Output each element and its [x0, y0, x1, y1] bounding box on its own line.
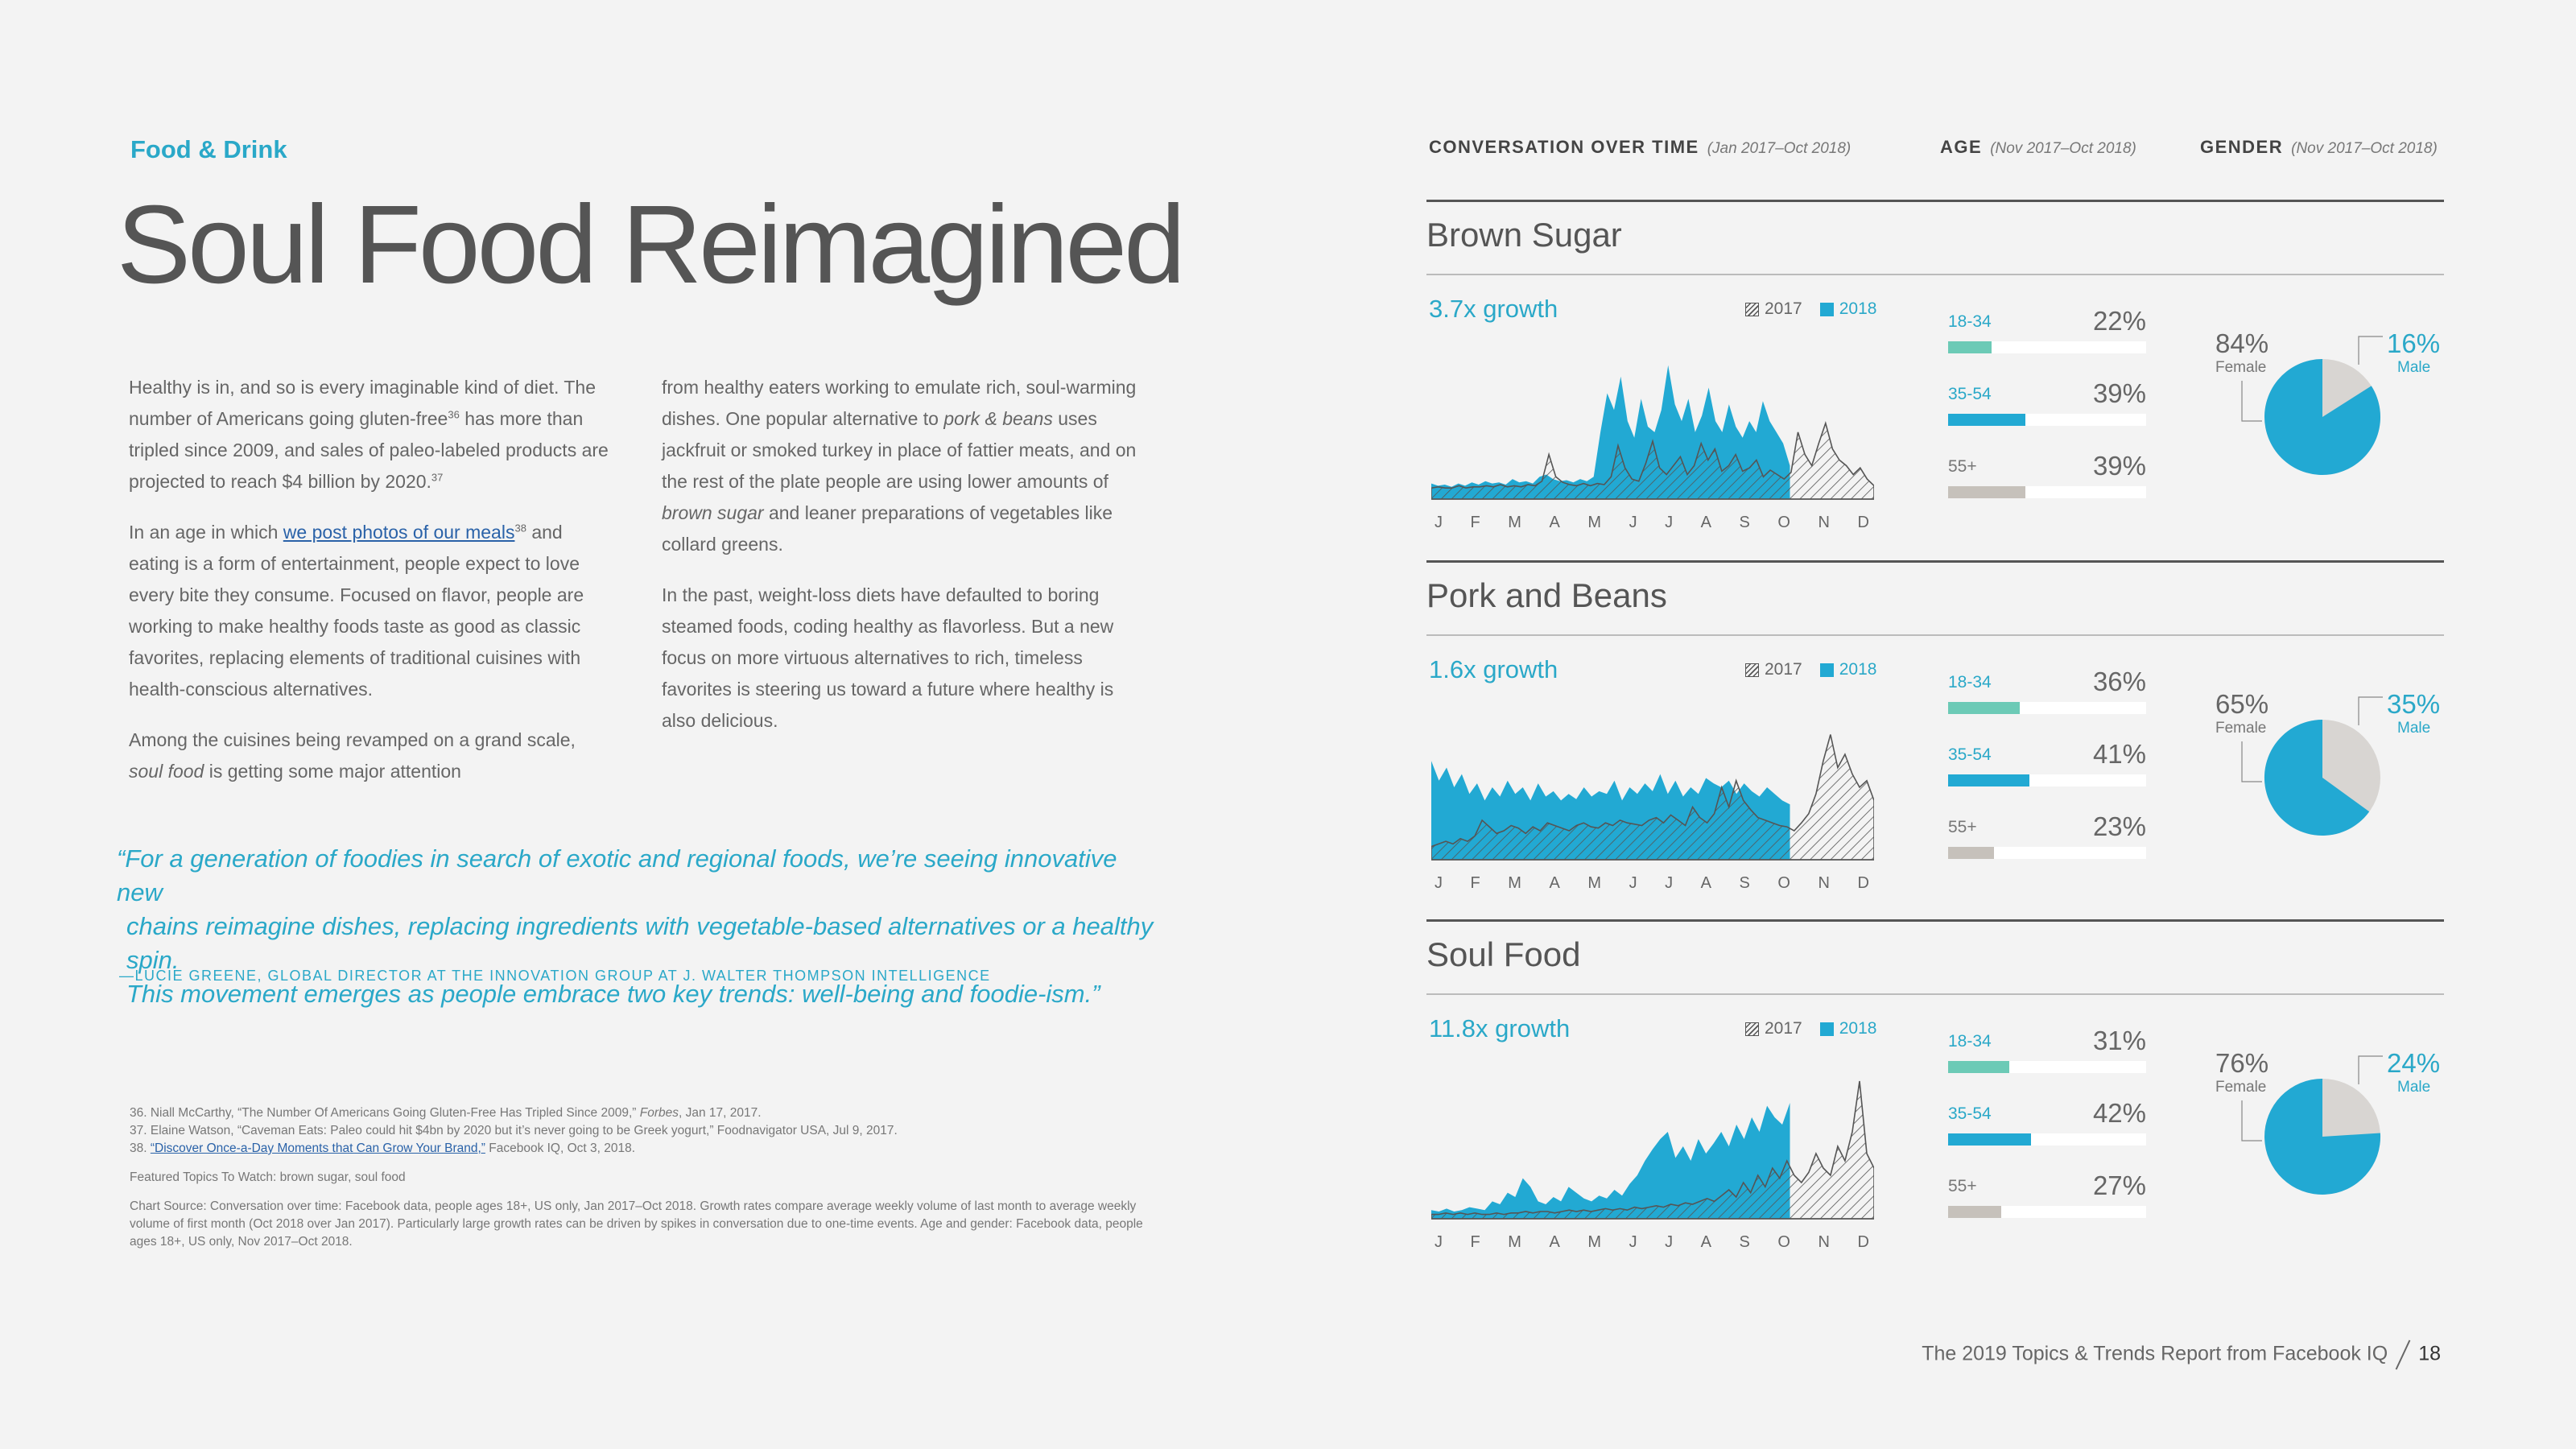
month-tick: J [1629, 1233, 1637, 1251]
month-tick: S [1739, 874, 1750, 892]
panel-hair-rule [1426, 274, 2444, 275]
month-tick: M [1587, 514, 1602, 531]
age-bar-track [1948, 414, 2146, 426]
age-bar-fill [1948, 1133, 2031, 1146]
age-bar-fill [1948, 341, 1992, 353]
quote-attribution: —LUCIE GREENE, GLOBAL DIRECTOR AT THE INNOVATION GROUP AT J. WALTER THOMPSON INTELLIGENCE [119, 968, 991, 984]
age-bar-track [1948, 847, 2146, 859]
male-leader-line [2359, 697, 2383, 725]
legend-2018: 2018 [1839, 1019, 1877, 1038]
age-group-label: 55+ [1948, 457, 1977, 476]
page-footer: The 2019 Topics & Trends Report from Facebook IQ 18 [1922, 1339, 2441, 1371]
age-group-pct: 42% [2092, 1098, 2146, 1128]
age-group-pct: 31% [2092, 1026, 2146, 1055]
age-bar-fill [1948, 414, 2025, 426]
age-group-label: 35-54 [1948, 745, 1992, 764]
topic-title: Soul Food [1426, 935, 1581, 973]
age-group-pct: 23% [2092, 811, 2146, 841]
male-pct: 24% [2387, 1048, 2441, 1078]
panel-hair-rule [1426, 634, 2444, 636]
male-pct: 35% [2387, 689, 2441, 719]
month-tick: M [1508, 1233, 1521, 1251]
growth-value: 11.8x growth [1429, 1014, 1571, 1042]
month-tick: A [1549, 874, 1560, 892]
female-leader-line [2242, 741, 2262, 782]
female-leader-line [2242, 381, 2262, 421]
age-bar-fill [1948, 847, 1994, 859]
male-label: Male [2397, 359, 2431, 376]
female-label: Female [2215, 359, 2267, 376]
legend-2018-swatch [1820, 303, 1834, 316]
age-group-label: 18-34 [1948, 312, 1992, 331]
month-tick: D [1857, 874, 1869, 892]
age-group-label: 55+ [1948, 818, 1977, 836]
page-number: 18 [2418, 1342, 2441, 1365]
gender-pie [2206, 1048, 2471, 1209]
male-leader-line [2359, 336, 2383, 365]
paragraph-4: from healthy eaters working to emulate rich, soul-warming dishes. One popular alternative to pork & beans uses jackfruit or smoked turkey in place of fattier meats, and on the rest of the plate people are using lower amounts of brown sugar and leaner preparations of vegetables like collard greens. [662, 377, 1137, 555]
month-axis [1435, 1233, 1869, 1252]
footnote-37: 37. Elaine Watson, “Caveman Eats: Paleo could hit $4bn by 2020 but it’s never going to be Greek yogurt,” Foodnavigator USA, Jul 9, 2017. [130, 1124, 898, 1137]
month-tick: O [1777, 514, 1790, 531]
panel-top-rule [1426, 919, 2444, 922]
area-chart [1431, 345, 1874, 506]
age-group-pct: 41% [2092, 739, 2146, 769]
age-bar-track [1948, 774, 2146, 786]
female-pct: 76% [2215, 1048, 2269, 1078]
footer-divider [2396, 1340, 2411, 1369]
paragraph-5: In the past, weight-loss diets have defaulted to boring steamed foods, coding healthy as flavorless. But a new focus on more virtuous alternatives to rich, timeless favorites is steering us toward a future where healthy is also delicious. [662, 584, 1114, 731]
male-pct: 16% [2387, 328, 2441, 358]
age-group-label: 55+ [1948, 1177, 1977, 1195]
month-tick: S [1739, 514, 1750, 531]
month-tick: D [1857, 514, 1869, 531]
body-column-1 [129, 372, 612, 807]
header-conversation: CONVERSATION OVER TIME (Jan 2017–Oct 2018) [1429, 137, 1852, 157]
male-leader-line [2359, 1056, 2383, 1084]
quote-line-2: chains reimagine dishes, replacing ingredients with vegetable-based alternatives or a healthy spin. [126, 912, 1154, 974]
chart-source: Chart Source: Conversation over time: Facebook data, people ages 18+, US only, Jan 2017–Oct 2018. Growth rates compare average weekly volume of last month to average weekly volume of first month (Oct 2018 over Jan 2017). Particularly large growth rates can be driven by spikes in conversation due to one-time events. Age and gender: Facebook data, people ages 18+, US only, Nov 2017–Oct 2018. [130, 1199, 1143, 1249]
age-group-label: 18-34 [1948, 673, 1992, 691]
month-tick: O [1777, 874, 1790, 892]
footnotes [130, 1104, 1160, 1251]
female-leader-line [2242, 1100, 2262, 1141]
paragraph-1: Healthy is in, and so is every imaginable kind of diet. The number of Americans going gluten-free$^{36}$ has more than tripled since 2009, and sales of paleo-labeled products are projected to reach $4 billion by 2020.37 [129, 377, 609, 492]
age-bar-track [1948, 1206, 2146, 1218]
month-tick: A [1700, 1233, 1711, 1251]
month-tick: N [1818, 874, 1830, 892]
month-tick: F [1470, 514, 1480, 531]
page-title: Soul Food Reimagined [117, 183, 1183, 307]
age-bar-fill [1948, 1061, 2009, 1073]
month-tick: A [1700, 514, 1711, 531]
legend-2018-swatch [1820, 663, 1834, 677]
age-group-label: 35-54 [1948, 1104, 1992, 1123]
month-tick: S [1739, 1233, 1750, 1251]
age-group-pct: 39% [2092, 451, 2146, 481]
age-bar-fill [1948, 702, 2020, 714]
gender-pie [2206, 328, 2471, 489]
month-tick: O [1777, 1233, 1790, 1251]
meals-link[interactable]: we post photos of our meals [283, 522, 515, 543]
paragraph-2: In an age in which we post photos of our meals$^{38}$ and eating is a form of entertainment, people expect to love every bite they consume. Focused on flavor, people are working to make healthy foods taste as good as classic favorites, replacing elements of traditional cuisines with health-conscious alternatives. [129, 522, 584, 700]
age-group-pct: 39% [2092, 378, 2146, 408]
quote-line-3: This movement emerges as people embrace two key trends: well-being and foodie-ism.” [126, 980, 1100, 1008]
featured-topics: Featured Topics To Watch: brown sugar, soul food [130, 1170, 406, 1184]
female-label: Female [2215, 1079, 2267, 1096]
quote-line-1: “For a generation of foodies in search of exotic and regional foods, we’re seeing innovative new [117, 844, 1117, 906]
month-tick: M [1587, 1233, 1602, 1251]
month-tick: A [1549, 1233, 1560, 1251]
topic-title: Brown Sugar [1426, 216, 1622, 254]
footnote-38: 38. “Discover Once-a-Day Moments that Can Grow Your Brand,” Facebook IQ, Oct 3, 2018. [130, 1141, 636, 1155]
header-age: AGE (Nov 2017–Oct 2018) [1940, 137, 2136, 157]
month-tick: J [1435, 514, 1443, 531]
growth-value: 1.6x growth [1429, 655, 1558, 683]
age-group-label: 18-34 [1948, 1032, 1992, 1051]
topic-title: Pork and Beans [1426, 576, 1667, 614]
female-pct: 65% [2215, 689, 2269, 719]
month-tick: J [1665, 874, 1674, 892]
month-tick: J [1629, 514, 1637, 531]
legend-2018: 2018 [1839, 299, 1877, 318]
month-tick: A [1700, 874, 1711, 892]
age-bar-track [1948, 702, 2146, 714]
female-pct: 84% [2215, 328, 2269, 358]
age-bar-track [1948, 486, 2146, 498]
month-tick: M [1508, 874, 1521, 892]
chart-legend [1745, 299, 1876, 319]
age-bar-track [1948, 1133, 2146, 1146]
legend-2017: 2017 [1765, 299, 1802, 318]
month-tick: J [1435, 1233, 1443, 1251]
panel-top-rule [1426, 200, 2444, 202]
legend-2017-swatch [1745, 1022, 1759, 1036]
legend-2017-swatch [1745, 303, 1759, 316]
body-column-2 [662, 372, 1145, 756]
male-label: Male [2397, 720, 2431, 737]
category-label: Food & Drink [130, 135, 287, 163]
month-tick: M [1587, 874, 1602, 892]
growth-value: 3.7x growth [1429, 295, 1558, 323]
panel-hair-rule [1426, 993, 2444, 995]
chart-legend [1745, 1019, 1876, 1038]
age-group-pct: 36% [2092, 667, 2146, 696]
month-tick: J [1665, 514, 1674, 531]
chart-legend [1745, 660, 1876, 679]
month-tick: N [1818, 514, 1830, 531]
month-axis [1435, 514, 1869, 532]
footnote-38-link[interactable]: “Discover Once-a-Day Moments that Can Grow Your Brand,” [150, 1141, 485, 1155]
age-group-pct: 22% [2092, 306, 2146, 336]
area-chart [1431, 1064, 1874, 1225]
month-tick: J [1435, 874, 1443, 892]
paragraph-3: Among the cuisines being revamped on a grand scale, soul food is getting some major attention [129, 729, 576, 782]
legend-2017: 2017 [1765, 660, 1802, 679]
month-tick: F [1470, 1233, 1480, 1251]
month-tick: D [1857, 1233, 1869, 1251]
age-group-pct: 27% [2092, 1170, 2146, 1200]
month-tick: A [1549, 514, 1560, 531]
legend-2017: 2017 [1765, 1019, 1802, 1038]
pull-quote [117, 842, 1163, 1011]
month-tick: F [1470, 874, 1480, 892]
month-tick: M [1508, 514, 1521, 531]
legend-2018-swatch [1820, 1022, 1834, 1036]
gender-pie [2206, 689, 2471, 850]
age-group-label: 35-54 [1948, 385, 1992, 403]
age-bar-track [1948, 341, 2146, 353]
legend-2018: 2018 [1839, 660, 1877, 679]
month-tick: J [1629, 874, 1637, 892]
age-bar-fill [1948, 486, 2025, 498]
month-tick: N [1818, 1233, 1830, 1251]
header-gender: GENDER (Nov 2017–Oct 2018) [2200, 137, 2438, 157]
legend-2017-swatch [1745, 663, 1759, 677]
area-chart [1431, 705, 1874, 866]
female-label: Female [2215, 720, 2267, 737]
month-tick: J [1665, 1233, 1674, 1251]
age-bar-fill [1948, 1206, 2001, 1218]
male-label: Male [2397, 1079, 2431, 1096]
age-bar-track [1948, 1061, 2146, 1073]
month-axis [1435, 874, 1869, 893]
panel-top-rule [1426, 560, 2444, 563]
age-bar-fill [1948, 774, 2029, 786]
footnote-36: 36. Niall McCarthy, “The Number Of Americans Going Gluten-Free Has Tripled Since 2009,” Forbes, Jan 17, 2017. [130, 1106, 762, 1120]
